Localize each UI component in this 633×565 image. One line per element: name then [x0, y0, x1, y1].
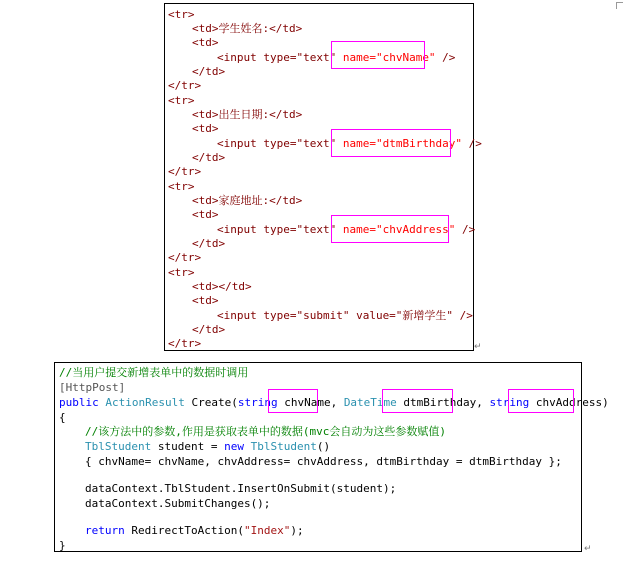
- page-corner-mark: [616, 2, 623, 9]
- param-name: chvName: [284, 396, 331, 409]
- code-line: <tr>: [168, 266, 195, 279]
- code-line: [85, 524, 304, 538]
- open-brace: {: [59, 411, 66, 424]
- input-prefix: <input type="text": [217, 137, 343, 150]
- input-suffix: />: [455, 223, 476, 236]
- code-line: [192, 108, 302, 122]
- method-signature: public ActionResult Create(string chvName, DateTime dtmBirthday, string chvAddress): [59, 396, 609, 409]
- code-line: <td>: [192, 122, 219, 135]
- code-line: <tr>: [168, 180, 195, 193]
- string-literal: "Index": [243, 524, 291, 537]
- code-line: </td>: [192, 65, 226, 78]
- code-line: { chvName= chvName, chvAddress= chvAddress, dtmBirthday = dtmBirthday };: [85, 455, 562, 468]
- param-type: DateTime: [343, 396, 397, 409]
- code-line: [192, 194, 302, 208]
- highlight-box: [268, 389, 318, 413]
- close-brace: }: [59, 539, 66, 552]
- code-line: <td></td>: [192, 280, 252, 293]
- code-line: <td>: [192, 36, 219, 49]
- html-code-block: [164, 3, 482, 351]
- code-text: student =: [151, 440, 225, 453]
- code-comment: //当用户提交新增表单中的数据时调用: [59, 366, 249, 379]
- code-line: <td>: [192, 208, 219, 221]
- input-suffix: />: [462, 137, 482, 150]
- highlight-box: [331, 215, 449, 243]
- param-name: chvAddress: [535, 396, 603, 409]
- td-label-line: <td>家庭地址:</td>: [192, 194, 303, 207]
- csharp-code-block: [54, 362, 609, 552]
- code-text: RedirectToAction(: [124, 524, 244, 537]
- keyword-new: new: [224, 440, 244, 453]
- code-line: </tr>: [168, 337, 202, 350]
- td-label-line: <td>学生姓名:</td>: [192, 22, 303, 35]
- code-line: </td>: [192, 323, 226, 336]
- code-attribute: [HttpPost]: [59, 381, 126, 394]
- code-line: [85, 440, 330, 454]
- input-suffix: />: [435, 51, 456, 64]
- code-line: </tr>: [168, 165, 202, 178]
- type-name: TblStudent: [85, 440, 152, 453]
- code-text: );: [290, 524, 304, 537]
- input-name-attr: name="dtmBirthday": [342, 137, 463, 150]
- code-comment: //该方法中的参数,作用是获取表单中的数据(mvc会自动为这些参数赋值): [85, 425, 446, 438]
- param-name: dtmBirthday: [403, 396, 477, 409]
- param-type: string: [237, 396, 278, 409]
- highlight-box: [331, 41, 425, 69]
- paragraph-mark-icon: ↵: [474, 342, 482, 352]
- keyword-public: public: [59, 396, 106, 409]
- keyword-return: return: [85, 524, 125, 537]
- code-line: <tr>: [168, 8, 195, 21]
- code-line: <tr>: [168, 94, 195, 107]
- highlight-box: [331, 129, 451, 157]
- code-text: (): [316, 440, 331, 453]
- param-type: string: [489, 396, 530, 409]
- type-name: TblStudent: [250, 440, 317, 453]
- code-line: </tr>: [168, 251, 202, 264]
- paragraph-mark-icon: ↵: [584, 544, 592, 554]
- code-line: </td>: [192, 151, 226, 164]
- code-line: <input type="submit" value="新增学生" />: [217, 309, 473, 322]
- code-line: dataContext.TblStudent.InsertOnSubmit(student);: [85, 482, 397, 495]
- highlight-box: [508, 389, 574, 413]
- code-line: [192, 22, 302, 36]
- td-label-line: <td>出生日期:</td>: [192, 108, 303, 121]
- code-line: <td>: [192, 294, 219, 307]
- input-prefix: <input type="text": [217, 51, 343, 64]
- code-line: dataContext.SubmitChanges();: [85, 497, 271, 510]
- input-name-attr: name="chvName": [342, 51, 436, 64]
- highlight-box: [382, 389, 453, 413]
- type-name: ActionResult: [105, 396, 185, 409]
- code-line: </tr>: [168, 79, 202, 92]
- code-line: </td>: [192, 237, 226, 250]
- method-name: Create(: [184, 396, 238, 409]
- input-prefix: <input type="text": [217, 223, 343, 236]
- input-name-attr: name="chvAddress": [342, 223, 456, 236]
